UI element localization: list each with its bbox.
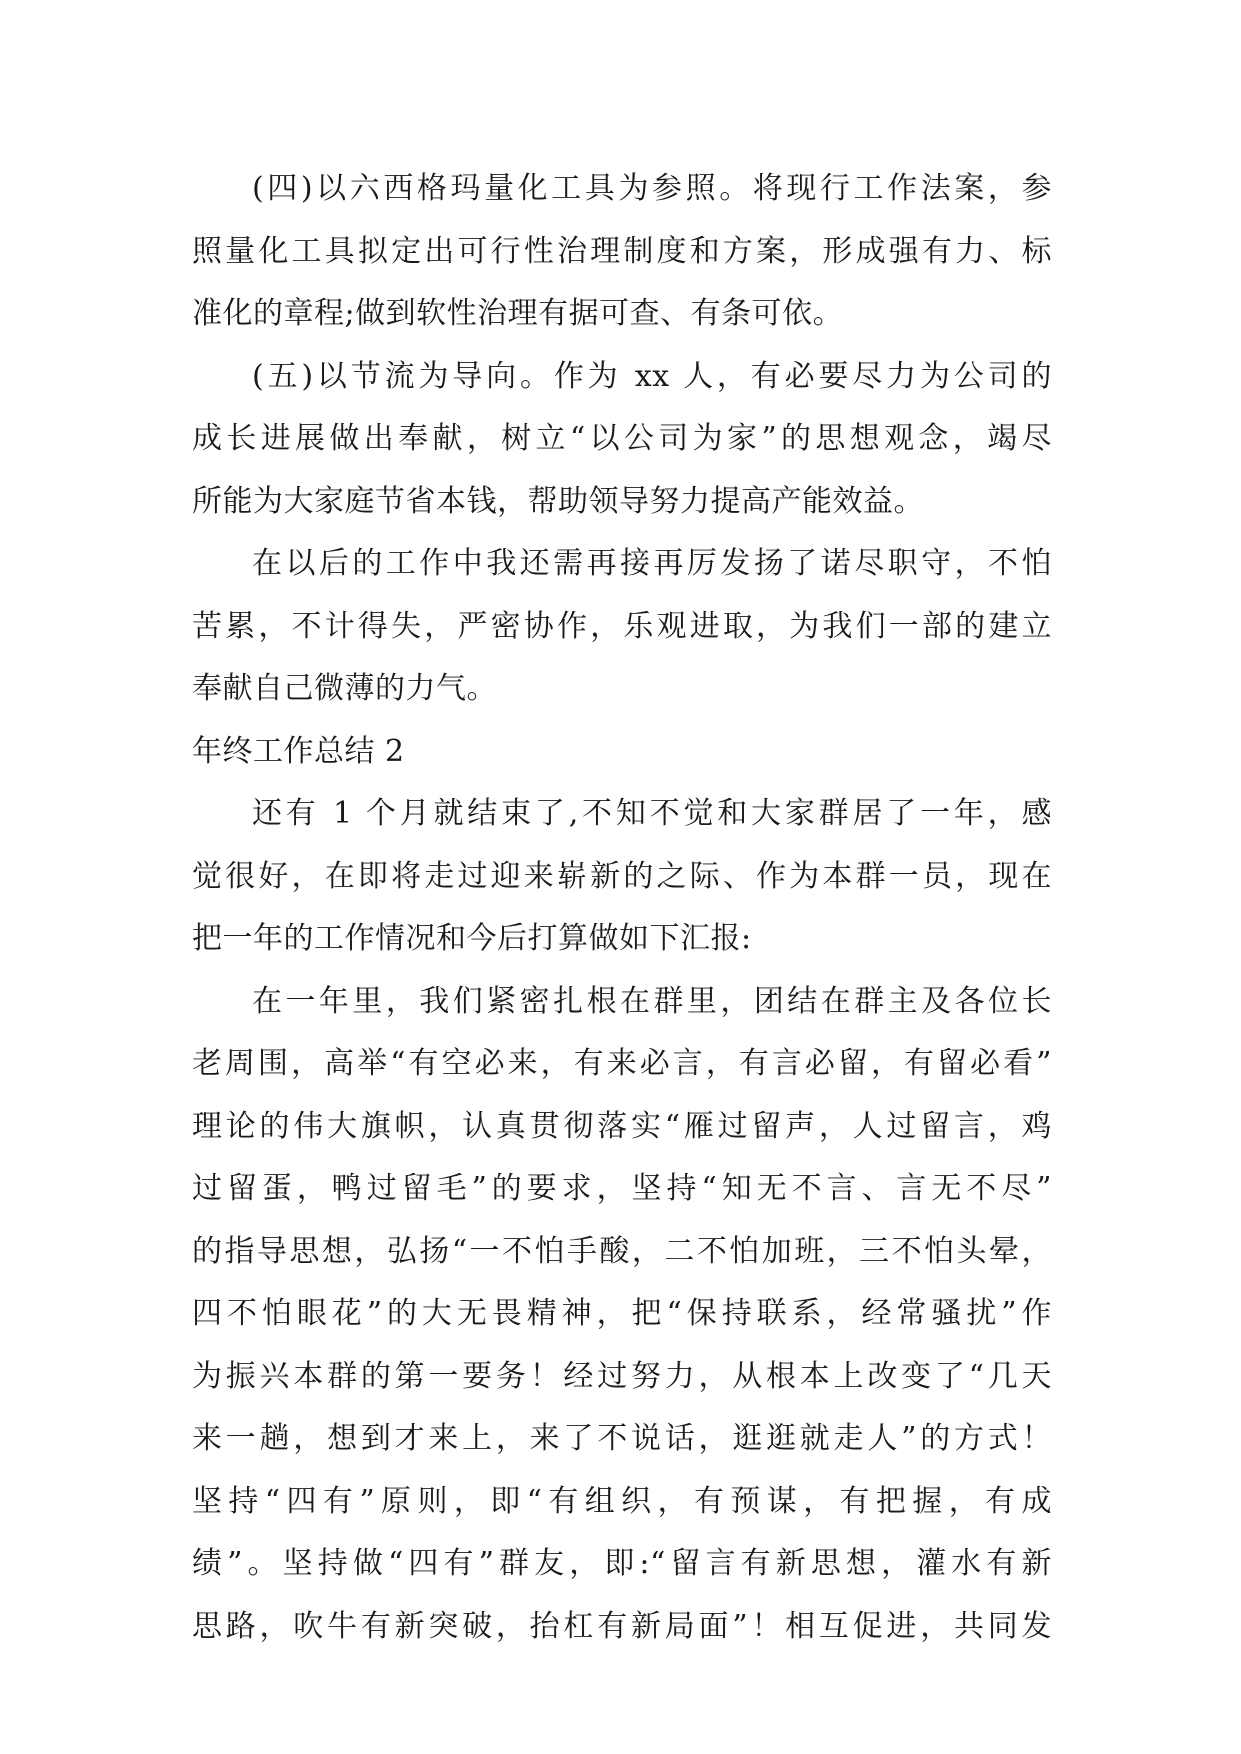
paragraph-line: 坚持“四有”原则，即“有组织，有预谋，有把握，有成 xyxy=(192,1483,1052,1519)
paragraph-line: 老周围，高举“有空必来，有来必言，有言必留，有留必看” xyxy=(192,1046,1052,1081)
paragraph-line: 思路，吹牛有新突破，抬杠有新局面”！相互促进，共同发 xyxy=(192,1608,1052,1644)
paragraph-line: 的指导思想，弘扬“一不怕手酸，二不怕加班，三不怕头晕， xyxy=(192,1233,1052,1269)
paragraph-line: 觉很好，在即将走过迎来崭新的之际、作为本群一员，现在 xyxy=(192,858,1052,894)
paragraph-line: 在一年里，我们紧密扎根在群里，团结在群主及各位长 xyxy=(252,983,1052,1019)
section-heading: 年终工作总结 2 xyxy=(192,733,405,769)
paragraph-line: 苦累，不计得失，严密协作，乐观进取，为我们一部的建立 xyxy=(192,608,1052,644)
paragraph-line: 绩”。坚持做“四有”群友，即:“留言有新思想，灌水有新 xyxy=(192,1546,1052,1581)
paragraph-line: 把一年的工作情况和今后打算做如下汇报: xyxy=(192,921,752,956)
document-body xyxy=(192,158,1052,1658)
paragraph-line: 所能为大家庭节省本钱，帮助领导努力提高产能效益。 xyxy=(192,483,924,519)
paragraph-line: 奉献自己微薄的力气。 xyxy=(192,671,497,706)
paragraph-line: 来一趟，想到才来上，来了不说话，逛逛就走人”的方式！ xyxy=(192,1421,1052,1456)
paragraph-line: 照量化工具拟定出可行性治理制度和方案，形成强有力、标 xyxy=(192,233,1052,269)
paragraph-line: (五)以节流为导向。作为 xx 人，有必要尽力为公司的 xyxy=(252,358,1052,394)
paragraph-line: (四)以六西格玛量化工具为参照。将现行工作法案，参 xyxy=(252,171,1052,206)
paragraph-line: 理论的伟大旗帜，认真贯彻落实“雁过留声，人过留言，鸡 xyxy=(192,1108,1052,1144)
paragraph-line: 过留蛋，鸭过留毛”的要求，坚持“知无不言、言无不尽” xyxy=(192,1171,1052,1206)
paragraph-line: 四不怕眼花”的大无畏精神，把“保持联系，经常骚扰”作 xyxy=(192,1296,1052,1331)
paragraph-line: 成长进展做出奉献，树立“以公司为家”的思想观念，竭尽 xyxy=(192,421,1052,456)
paragraph-line: 为振兴本群的第一要务！经过努力，从根本上改变了“几天 xyxy=(192,1358,1052,1394)
paragraph-line: 在以后的工作中我还需再接再厉发扬了诺尽职守，不怕 xyxy=(252,546,1052,581)
paragraph-line: 准化的章程;做到软性治理有据可查、有条可依。 xyxy=(192,296,844,331)
paragraph-line: 还有 1 个月就结束了,不知不觉和大家群居了一年，感 xyxy=(252,796,1052,831)
